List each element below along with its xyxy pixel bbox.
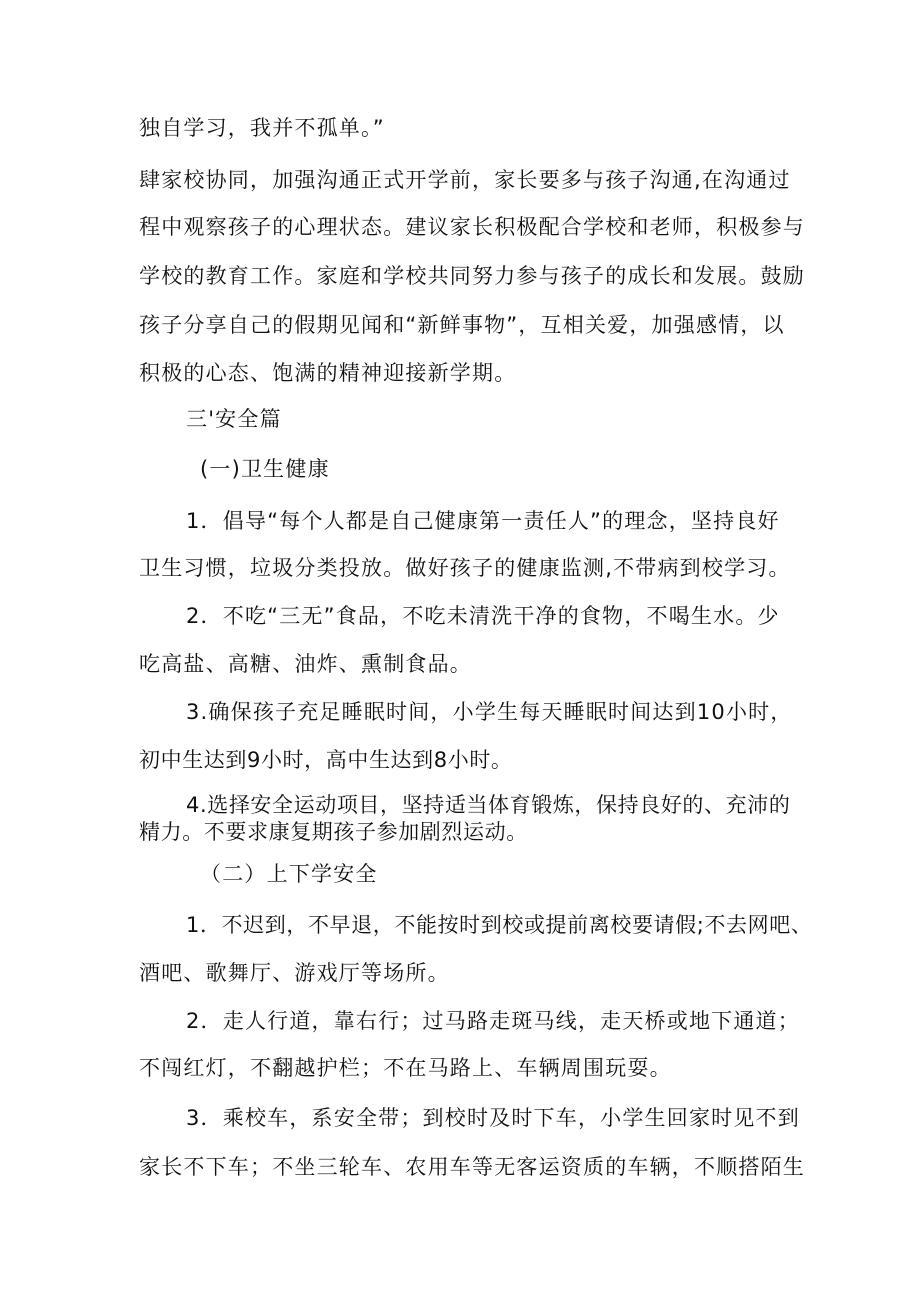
paragraph-line: 孩子分享自己的假期见闻和“新鲜事物”，互相关爱，加强感情，以 (139, 313, 785, 337)
section-heading: 三'安全篇 (186, 407, 282, 431)
paragraph-line: 程中观察孩子的心理状态。建议家长积极配合学校和老师，积极参与 (139, 215, 805, 239)
list-item-line: 吃高盐、高糖、油炸、熏制食品。 (139, 652, 472, 676)
list-item-line: 4.选择安全运动项目，坚持适当体育锻炼，保持良好的、充沛的 (186, 793, 791, 817)
list-item-line: 初中生达到9小时，高中生达到8小时。 (139, 748, 513, 772)
list-item-line: 家长不下车；不坐三轮车、农用车等无客运资质的车辆，不顺搭陌生 (139, 1155, 805, 1179)
list-item-line: 精力。不要求康复期孩子参加剧烈运动。 (139, 820, 528, 844)
list-item-line: 2．不吃“三无”食品，不吃未清洗干净的食物，不喝生水。少 (186, 604, 780, 628)
paragraph-line: 学校的教育工作。家庭和学校共同努力参与孩子的成长和发展。鼓励 (139, 264, 805, 288)
list-item-line: 2．走人行道，靠右行；过马路走斑马线，走天桥或地下通道； (186, 1009, 800, 1033)
list-item-line: 卫生习惯，垃圾分类投放。做好孩子的健康监测,不带病到校学习。 (139, 556, 791, 580)
paragraph-line: 独自学习，我并不孤单。” (139, 116, 385, 140)
subsection-heading: (一)卫生健康 (200, 457, 330, 481)
list-item-line: 1．不迟到，不早退，不能按时到校或提前离校要请假;不去网吧、 (186, 913, 813, 937)
list-item-line: 不闯红灯，不翻越护栏；不在马路上、车辆周围玩耍。 (139, 1056, 672, 1080)
list-item-line: 3．乘校车，系安全带；到校时及时下车，小学生回家时见不到 (186, 1106, 800, 1130)
paragraph-line: 肆家校协同，加强沟通正式开学前，家长要多与孩子沟通,在沟通过 (139, 168, 791, 192)
subsection-heading: （二）上下学安全 (200, 862, 378, 886)
paragraph-line: 积极的心态、饱满的精神迎接新学期。 (139, 361, 517, 385)
list-item-line: 1．倡导“每个人都是自己健康第一责任人”的理念，坚持良好 (186, 509, 780, 533)
list-item-line: 酒吧、歌舞厅、游戏厅等场所。 (139, 961, 450, 985)
list-item-line: 3.确保孩子充足睡眠时间，小学生每天睡眠时间达到10小时， (186, 700, 793, 724)
